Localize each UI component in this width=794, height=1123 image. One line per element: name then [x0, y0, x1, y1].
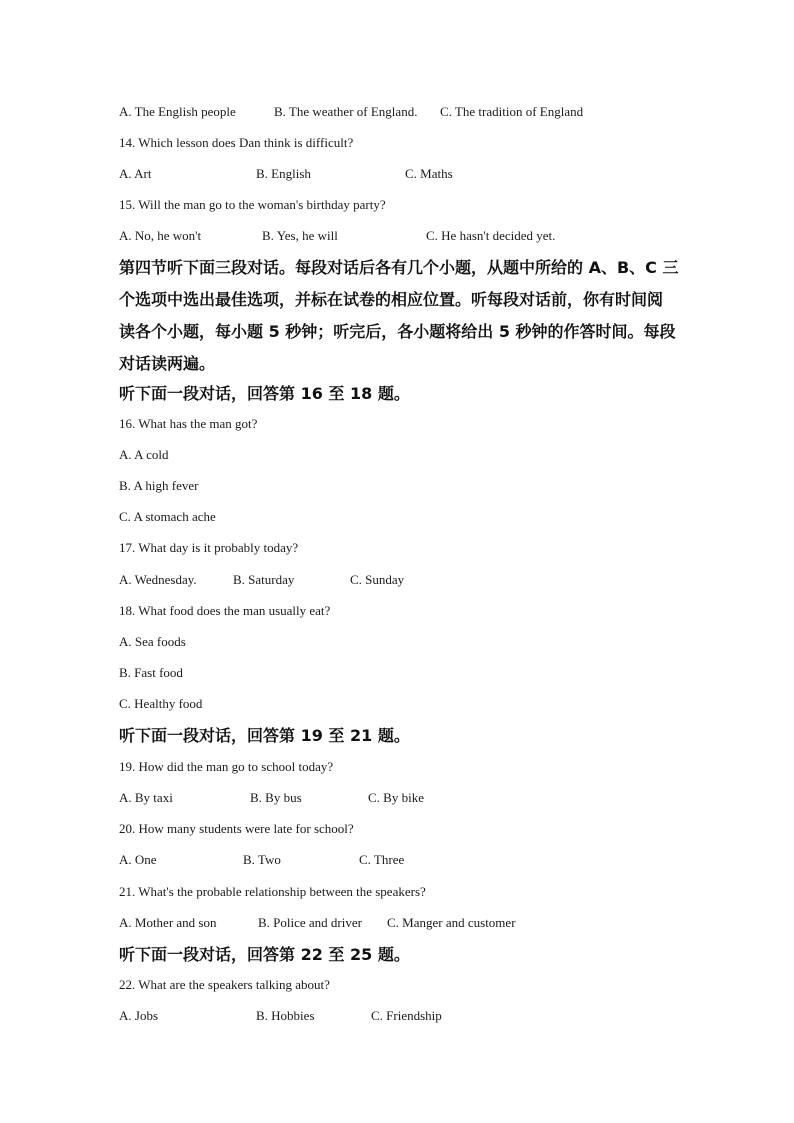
q16-option-b: B. A high fever	[119, 478, 199, 493]
q15-options	[119, 228, 679, 244]
q15-option-b: B. Yes, he will	[262, 228, 338, 243]
q13-option-c: C. The tradition of England	[440, 104, 584, 119]
q21-options	[119, 915, 679, 931]
section4-instruction-line-3: 读各个小题，每小题 5 秒钟；听完后，各小题将给出 5 秒钟的作答时间。每段	[119, 322, 676, 341]
q19-option-c: C. By bike	[368, 790, 424, 805]
q17-option-b: B. Saturday	[233, 572, 295, 587]
q22-option-a: A. Jobs	[119, 1008, 159, 1023]
section4-instruction-line-1: 第四节听下面三段对话。每段对话后各有几个小题，从题中所给的 A、B、C 三	[119, 258, 679, 277]
q13-option-b: B. The weather of England.	[274, 104, 418, 119]
q16-option-a: A. A cold	[119, 447, 169, 462]
q21-option-a: A. Mother and son	[119, 915, 217, 930]
q18-question: 18. What food does the man usually eat?	[119, 603, 331, 618]
q18-option-b: B. Fast food	[119, 665, 183, 680]
q16-option-c: C. A stomach ache	[119, 509, 216, 524]
q21-question: 21. What's the probable relationship between the speakers?	[119, 884, 426, 899]
q20-options	[119, 852, 679, 868]
q19-option-b: B. By bus	[250, 790, 302, 805]
q15-question: 15. Will the man go to the woman's birthday party?	[119, 197, 386, 212]
q17-question: 17. What day is it probably today?	[119, 540, 299, 555]
q20-option-a: A. One	[119, 852, 157, 867]
q13-options	[119, 104, 679, 120]
q19-question: 19. How did the man go to school today?	[119, 759, 334, 774]
group2-heading: 听下面一段对话，回答第 19 至 21 题。	[119, 726, 410, 745]
q20-option-c: C. Three	[359, 852, 405, 867]
q20-option-b: B. Two	[243, 852, 281, 867]
q14-option-c: C. Maths	[405, 166, 453, 181]
section4-instruction-line-2: 个选项中选出最佳选项，并标在试卷的相应位置。听每段对话前，你有时间阅	[119, 290, 664, 309]
q14-option-b: B. English	[256, 166, 311, 181]
q19-options	[119, 790, 679, 806]
q21-option-c: C. Manger and customer	[387, 915, 516, 930]
q18-option-c: C. Healthy food	[119, 696, 203, 711]
group3-heading: 听下面一段对话，回答第 22 至 25 题。	[119, 945, 410, 964]
q17-option-c: C. Sunday	[350, 572, 405, 587]
q14-options	[119, 166, 679, 182]
q20-question: 20. How many students were late for school?	[119, 821, 354, 836]
q18-option-a: A. Sea foods	[119, 634, 186, 649]
group1-heading: 听下面一段对话，回答第 16 至 18 题。	[119, 384, 410, 403]
q19-option-a: A. By taxi	[119, 790, 173, 805]
q22-options	[119, 1008, 679, 1024]
q17-option-a: A. Wednesday.	[119, 572, 197, 587]
q14-question: 14. Which lesson does Dan think is difficult?	[119, 135, 354, 150]
q22-option-c: C. Friendship	[371, 1008, 442, 1023]
q21-option-b: B. Police and driver	[258, 915, 362, 930]
section4-instruction-line-4: 对话读两遍。	[119, 354, 216, 373]
q15-option-a: A. No, he won't	[119, 228, 202, 243]
q22-option-b: B. Hobbies	[256, 1008, 315, 1023]
q13-option-a: A. The English people	[119, 104, 236, 119]
q14-option-a: A. Art	[119, 166, 152, 181]
q17-options	[119, 572, 679, 588]
q22-question: 22. What are the speakers talking about?	[119, 977, 330, 992]
q15-option-c: C. He hasn't decided yet.	[426, 228, 556, 243]
q16-question: 16. What has the man got?	[119, 416, 258, 431]
